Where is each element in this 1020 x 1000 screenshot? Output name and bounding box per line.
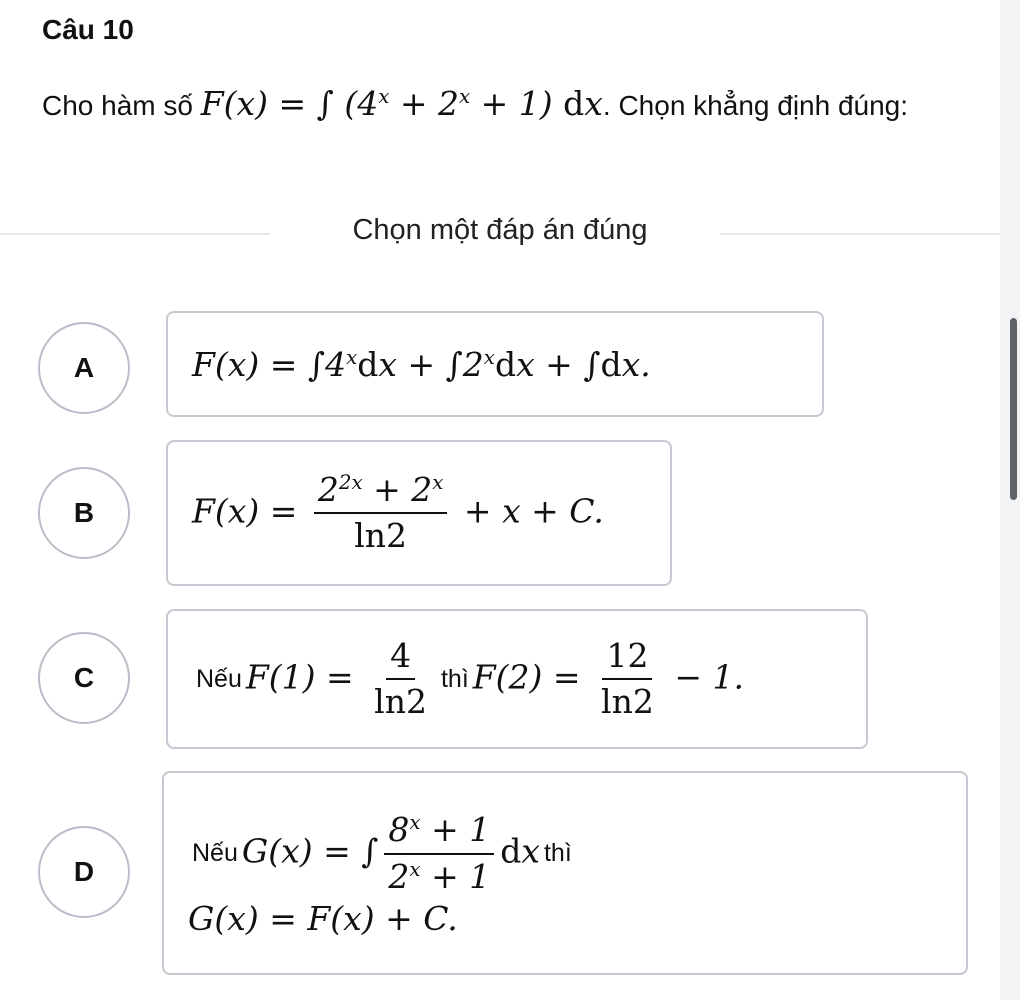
question-formula: F(x) = ∫ $(4^x + 2^x + 1)$ dx [200, 84, 603, 123]
divider-line-right [720, 233, 1000, 235]
instruction-divider [0, 200, 1000, 264]
question-suffix: . Chọn khẳng định đúng: [602, 90, 909, 121]
option-c-formula-2: F(2) = $\frac{12}{\ln 2}$ − 1. [472, 635, 744, 721]
question-prefix: Cho hàm số [42, 90, 193, 121]
option-d-radio[interactable] [38, 826, 130, 918]
option-c-box[interactable] [166, 609, 868, 749]
option-c-if: Nếu [196, 664, 242, 693]
option-d-formula-2: G(x) = F(x) + C. [188, 898, 458, 938]
option-b-formula: F(x) = $\frac{2^{2x} + 2^x}{\ln 2}$ + x + C. [192, 469, 604, 555]
option-c-formula-1: F(1) = $\frac{4}{\ln 2}$ [245, 635, 427, 721]
instruction-label: Chọn một đáp án đúng [352, 214, 648, 246]
option-d-box[interactable] [162, 771, 968, 975]
option-b-radio[interactable] [38, 467, 130, 559]
option-c-radio[interactable] [38, 632, 130, 724]
option-d-if: Nếu [192, 839, 238, 867]
option-c-letter: C [73, 662, 95, 693]
option-a-letter: A [73, 352, 95, 383]
question-title: Câu 10 [42, 14, 134, 45]
option-d-line-1 [188, 812, 576, 895]
option-d-then: thì [543, 839, 572, 867]
right-scroll-track [1000, 0, 1020, 1000]
question-text [42, 66, 962, 137]
scrollbar-thumb[interactable] [1010, 318, 1017, 500]
option-a-formula: $F(x) = \int 4^xdx + \int 2^xdx + \int dx$. [192, 344, 651, 384]
option-d-formula-1: G(x) = ∫ $\frac{8^x + 1}{2^x + 1}$ dx [241, 810, 540, 896]
option-c-then: thì [440, 664, 469, 693]
option-b-letter: B [73, 497, 95, 528]
option-a-box[interactable] [166, 311, 824, 417]
option-a-radio[interactable] [38, 322, 130, 414]
option-d-letter: D [73, 856, 95, 887]
option-d-line-2 [188, 899, 458, 938]
option-b-box[interactable] [166, 440, 672, 586]
